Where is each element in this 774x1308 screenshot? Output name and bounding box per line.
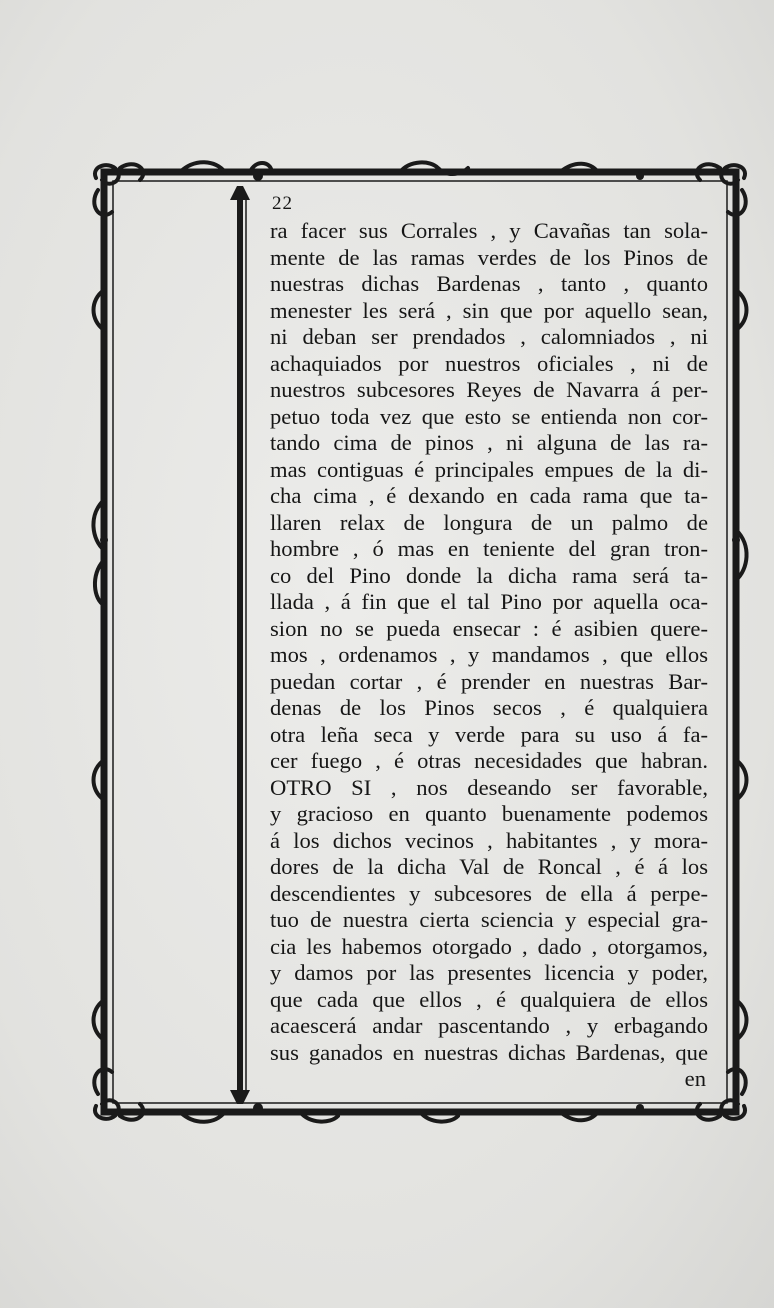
text-line: nuestros subcesores Reyes de Navarra á per-: [270, 377, 708, 402]
text-line: acaescerá andar pascentando , y erbagando: [270, 1013, 708, 1038]
text-line: mente de las ramas verdes de los Pinos de: [270, 244, 708, 270]
text-line: sion no se pueda ensecar : é asibien quere-: [270, 615, 708, 641]
page-text: [270, 192, 708, 1093]
text-line: nuestras dichas Bardenas , tanto , quanto: [270, 271, 708, 296]
top-medallion: [253, 171, 263, 181]
text-line: y gracioso en quanto buenamente podemos: [270, 801, 708, 826]
right-medallion: [732, 536, 740, 544]
text-line: ra facer sus Corrales , y Cavañas tan sola-: [270, 218, 708, 243]
text-line: achaquiados por nuestros oficiales , ni de: [270, 350, 708, 376]
text-line: llaren relax de longura de un palmo de: [270, 509, 708, 535]
text-line: descendientes y subcesores de ella á perpe-: [270, 880, 708, 906]
text-line: hombre , ó mas en teniente del gran tron-: [270, 536, 708, 561]
text-line: co del Pino donde la dicha rama será ta-: [270, 562, 708, 588]
text-line: que cada que ellos , é qualquiera de ellos: [270, 986, 708, 1012]
text-line: cer fuego , é otras necesidades que habran.: [270, 748, 708, 773]
text-line: menester les será , sin que por aquello sean,: [270, 297, 708, 323]
text-line: cia les habemos otorgado , dado , otorgamos,: [270, 933, 708, 959]
divider-top-cap: [230, 186, 250, 200]
text-line: y damos por las presentes licencia y poder,: [270, 960, 708, 985]
page-number: 22: [272, 193, 293, 214]
catchword: en: [684, 1066, 706, 1091]
text-line: otra leña seca y verde para su uso á fa-: [270, 721, 708, 747]
text-line: á los dichos vecinos , habitantes , y mora-: [270, 827, 708, 853]
text-line: llada , á fin que el tal Pino por aquella oca-: [270, 589, 708, 614]
bottom-medallion: [253, 1103, 263, 1113]
text-line: mas contiguas é principales empues de la di-: [270, 456, 708, 482]
text-line: ni deban ser prendados , calomniados , ni: [270, 324, 708, 349]
text-line: dores de la dicha Val de Roncal , é á los: [270, 854, 708, 879]
text-line: denas de los Pinos secos , é qualquiera: [270, 695, 708, 720]
text-line: mos , ordenamos , y mandamos , que ellos: [270, 642, 708, 667]
text-line: cha cima , é dexando en cada rama que ta-: [270, 483, 708, 508]
left-medallion: [100, 536, 108, 544]
text-line: puedan cortar , é prender en nuestras Bar-: [270, 668, 708, 694]
text-line: OTRO SI , nos deseando ser favorable,: [270, 774, 708, 800]
text-line: tando cima de pinos , ni alguna de las ra-: [270, 430, 708, 455]
text-line: petuo toda vez que esto se entienda non cor-: [270, 403, 708, 429]
divider-bottom-cap: [230, 1090, 250, 1104]
text-line: sus ganados en nuestras dichas Bardenas, que: [270, 1039, 708, 1065]
text-line: tuo de nuestra cierta sciencia y especial gra-: [270, 907, 708, 932]
